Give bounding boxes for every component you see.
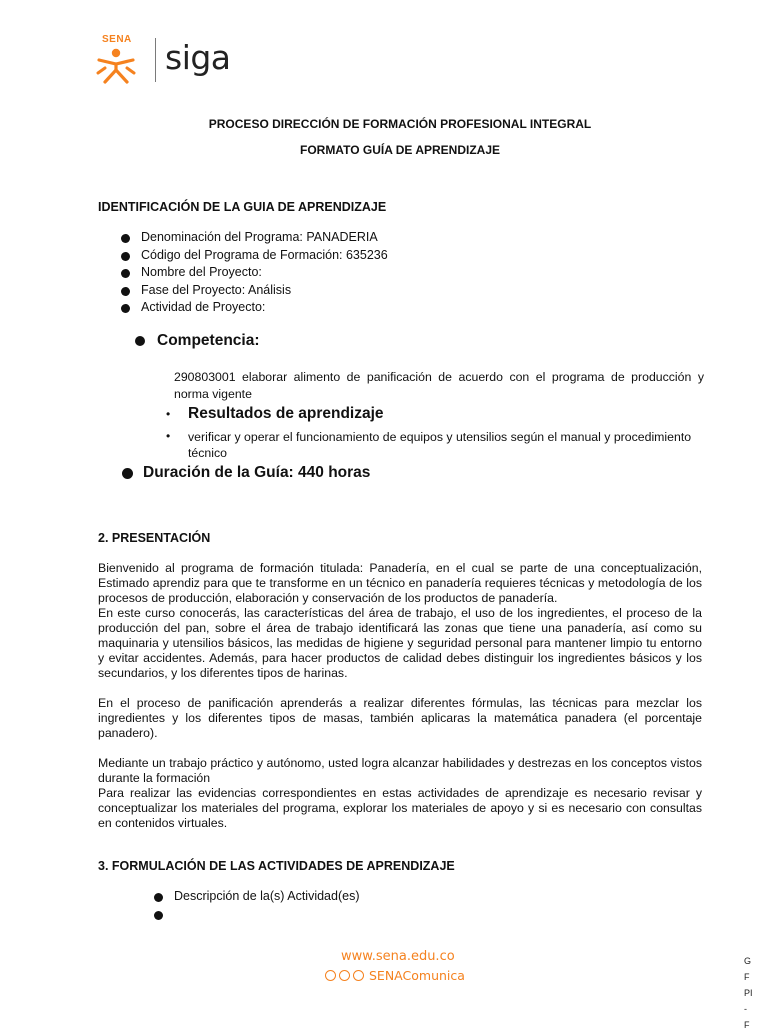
info-icon — [353, 970, 364, 981]
results-text: verificar y operar el funcionamiento de equipos y utensilios según el manual y procedimiento técnico — [188, 430, 692, 460]
bullet-icon — [122, 468, 133, 479]
competence-row — [135, 332, 260, 350]
list-item: Código del Programa de Formación: 635236 — [118, 247, 678, 265]
identification-list — [118, 229, 678, 317]
list-item — [151, 906, 551, 924]
list-item: Denominación del Programa: PANADERIA — [118, 229, 678, 247]
list-item: Actividad de Proyecto: — [118, 299, 678, 317]
presentation-paragraph: Mediante un trabajo práctico y autónomo, usted logra alcanzar habilidades y destrezas en los conceptos vistos durante la formación — [98, 756, 702, 785]
duration-label: Duración de la Guía: 440 horas — [143, 464, 371, 481]
presentation-paragraph: En el proceso de panificación aprenderás a realizar diferentes fórmulas, las técnicas para mezclar los ingredientes y los diferentes tipos de masas, también aplicaras la matemática panadera (el porcentaje panadero). — [98, 696, 702, 740]
header-logos — [95, 34, 231, 86]
footer-url[interactable]: www.sena.edu.co — [341, 949, 455, 964]
results-label: Resultados de aprendizaje — [188, 405, 384, 422]
activities-heading: 3. FORMULACIÓN DE LAS ACTIVIDADES DE APRENDIZAJE — [98, 859, 455, 873]
format-title: FORMATO GUÍA DE APRENDIZAJE — [299, 143, 500, 157]
margin-code-line: G — [744, 956, 752, 966]
competence-label: Competencia: — [157, 332, 260, 349]
margin-code-line: F — [744, 1020, 750, 1030]
creative-commons-icon — [325, 970, 336, 981]
process-title: PROCESO DIRECCIÓN DE FORMACIÓN PROFESIONAL INTEGRAL — [208, 117, 592, 131]
competence-text: 290803001 elaborar alimento de panificación de acuerdo con el programa de producción y norma vigente — [174, 370, 704, 401]
logo-divider — [155, 38, 156, 82]
results-row — [166, 405, 384, 423]
duration-row — [122, 464, 370, 482]
margin-code — [744, 953, 764, 1033]
small-bullet-icon: • — [166, 429, 171, 443]
presentation-body — [98, 561, 702, 831]
margin-code-line: - — [744, 1004, 747, 1014]
copyright-icon — [339, 970, 350, 981]
sena-emblem-icon — [95, 34, 145, 86]
presentation-paragraph: Para realizar las evidencias correspondientes en estas actividades de aprendizaje es necesario revisar y conceptualizar los materiales del programa, explorar los materiales de apoyo y si es necesario con consultas en contenidos virtuales. — [98, 786, 702, 830]
margin-code-line: PI — [744, 988, 753, 998]
sena-logo — [95, 34, 145, 86]
footer-social — [325, 968, 465, 983]
identification-heading: IDENTIFICACIÓN DE LA GUIA DE APRENDIZAJE — [98, 200, 387, 214]
margin-code-line: F — [744, 972, 750, 982]
small-bullet-icon: • — [166, 407, 171, 421]
list-item: Nombre del Proyecto: — [118, 264, 678, 282]
presentation-paragraph: Bienvenido al programa de formación titulada: Panadería, en el cual se parte de una conceptualización, Estimado aprendiz para que te transforme en un técnico en panadería requieres técnicas y metodología de los procesos de producción, elaboración y conservación de los productos de panadería. — [98, 561, 702, 605]
presentation-paragraph: En este curso conocerás, las características del área de trabajo, el uso de los ingredientes, el proceso de la producción del pan, sobre el área de trabajo identificará las zonas que tiene una panadería, así como su maquinaria y utensilios básicos, las medidas de higiene y seguridad personal para mantener limpio tu entorno y evitar accidentes. Además, para hacer productos de calidad debes distinguir los ingredientes básicos y los secundarios, y los diferentes tipos de harinas. — [98, 606, 702, 680]
results-item — [166, 429, 706, 461]
list-item: Fase del Proyecto: Análisis — [118, 282, 678, 300]
activities-list — [151, 888, 551, 923]
list-item: Descripción de la(s) Actividad(es) — [151, 888, 551, 906]
social-handle[interactable]: SENAComunica — [369, 968, 465, 983]
sena-logo-text: SENA — [102, 34, 132, 45]
siga-logo: siga — [165, 37, 231, 77]
presentation-heading: 2. PRESENTACIÓN — [98, 531, 211, 545]
bullet-icon — [135, 336, 145, 346]
